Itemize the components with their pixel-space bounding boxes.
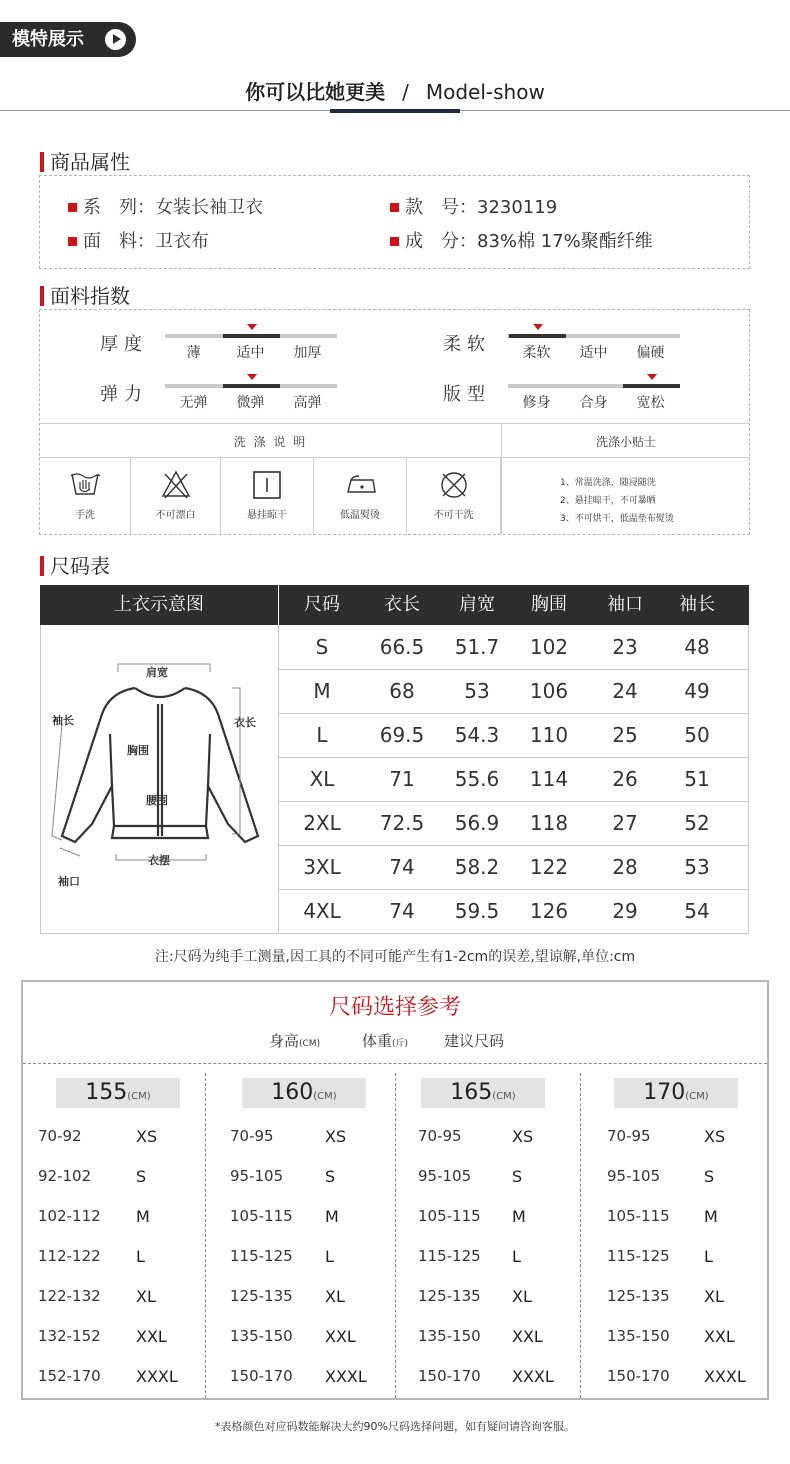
selected-marker-icon: [647, 374, 657, 380]
table-cell: 25: [612, 723, 638, 747]
wash-cell: [40, 458, 131, 534]
suggested-size: L: [704, 1247, 713, 1266]
size-table-title: 尺码表: [40, 550, 110, 579]
table-cell: 66.5: [379, 635, 425, 659]
weight-range: 105-115: [418, 1207, 481, 1225]
column-header: 衣长: [384, 594, 420, 615]
section-subtitle: [0, 76, 790, 105]
recommend-title: 尺码选择参考: [328, 995, 461, 1020]
selected-marker-icon: [247, 374, 257, 380]
suggested-size: XXL: [704, 1327, 735, 1346]
bullet-icon: [68, 203, 77, 212]
weight-range: 70-95: [230, 1127, 274, 1145]
label-waist: 腰围: [146, 794, 168, 807]
attr-value: 女装长袖卫衣: [155, 197, 263, 218]
bullet-icon: [390, 237, 399, 246]
attr-item: 面 料：卫衣布: [68, 227, 209, 253]
header-height-unit: (CM): [299, 1039, 321, 1049]
wash-tips: [560, 474, 674, 528]
no-bleach-icon: [159, 468, 193, 502]
recommend-header-height: [269, 1030, 320, 1051]
scale-label: 柔软: [443, 334, 491, 355]
scale-option: 高弹: [293, 395, 322, 411]
column-header: 尺码: [304, 594, 340, 615]
selected-marker-icon: [533, 324, 543, 330]
tip-item: 1、常温洗涤，随浸随洗: [560, 478, 656, 488]
weight-range: 95-105: [230, 1167, 284, 1185]
suggested-size: XXL: [512, 1327, 543, 1346]
scale-option: 适中: [236, 345, 265, 361]
table-row: [0, 889, 790, 933]
wash-label: 悬挂晾干: [247, 510, 287, 521]
weight-range: 135-150: [230, 1327, 293, 1345]
scale-label: 版型: [443, 384, 491, 405]
weight-range: 150-170: [607, 1367, 670, 1385]
weight-range: 132-152: [38, 1327, 101, 1345]
scale-option: 微弹: [236, 395, 265, 411]
scale-option: 无弹: [179, 395, 208, 411]
suggested-size: XXL: [136, 1327, 167, 1346]
table-cell: 71: [389, 767, 415, 791]
no-dry-clean-icon: [437, 468, 471, 502]
table-cell: 27: [612, 811, 638, 835]
attr-label: 成 分: [405, 231, 459, 252]
low-iron-icon: [343, 468, 377, 502]
suggested-size: XL: [512, 1287, 532, 1306]
attr-item: 系 列：女装长袖卫衣: [68, 193, 263, 219]
header-height: 身高: [269, 1032, 300, 1050]
bullet-icon: [390, 203, 399, 212]
scale-active-segment: [223, 384, 280, 388]
table-cell: 74: [389, 855, 415, 879]
subtitle-en: Model-show: [425, 80, 545, 104]
recommend-header-weight: [362, 1030, 408, 1051]
table-row: [0, 757, 790, 801]
table-cell: 23: [612, 635, 638, 659]
recommend-header-size: 建议尺码: [444, 1032, 505, 1050]
column-header: 袖长: [679, 594, 715, 615]
column-divider: [580, 1073, 581, 1398]
suggested-size: XS: [704, 1127, 726, 1146]
wash-label: 低温熨烫: [340, 510, 380, 521]
table-row: [0, 801, 790, 845]
weight-range: 105-115: [607, 1207, 670, 1225]
height-value: 160: [271, 1080, 314, 1105]
scale-bar: [508, 334, 680, 338]
table-cell: 52: [684, 811, 710, 835]
scale-label: 厚度: [100, 334, 148, 355]
table-cell: 74: [389, 899, 415, 923]
height-value: 165: [450, 1080, 493, 1105]
attr-value: 卫衣布: [155, 231, 209, 252]
divider: [40, 423, 750, 424]
weight-range: 102-112: [38, 1207, 101, 1225]
tag-label: 模特展示: [12, 29, 84, 50]
table-row: [0, 713, 790, 757]
weight-range: 115-125: [607, 1247, 670, 1265]
table-cell: 53: [464, 679, 490, 703]
table-row: [0, 625, 790, 669]
weight-range: 70-95: [418, 1127, 462, 1145]
wash-label: 手洗: [75, 510, 95, 521]
subtitle-cn: 你可以比她更美: [245, 80, 386, 104]
weight-range: 70-95: [607, 1127, 651, 1145]
table-cell: 24: [612, 679, 638, 703]
label-sleeve: 袖长: [52, 714, 74, 727]
weight-range: 115-125: [230, 1247, 293, 1265]
wash-instructions-title: 洗 涤 说 明: [233, 435, 308, 449]
attributes-box: [39, 175, 750, 269]
table-cell: 50: [684, 723, 710, 747]
column-divider: [205, 1073, 206, 1398]
table-row: [0, 669, 790, 713]
scale-bar: [165, 334, 337, 338]
table-cell: 2XL: [303, 811, 341, 835]
suggested-size: XS: [136, 1127, 158, 1146]
wash-cell: [314, 458, 407, 534]
suggested-size: XXXL: [512, 1367, 554, 1386]
table-row: [0, 845, 790, 889]
hang-dry-icon: [250, 468, 284, 502]
suggested-size: XL: [704, 1287, 724, 1306]
weight-range: 92-102: [38, 1167, 92, 1185]
suggested-size: XXXL: [325, 1367, 367, 1386]
scale-label: 弹力: [100, 384, 148, 405]
suggested-size: XXL: [325, 1327, 356, 1346]
table-cell: 51.7: [454, 635, 500, 659]
weight-range: 150-170: [418, 1367, 481, 1385]
scale-option: 适中: [579, 345, 608, 361]
model-show-tag: [0, 22, 136, 57]
subtitle-separator: /: [402, 80, 409, 104]
table-cell: 26: [612, 767, 638, 791]
weight-range: 112-122: [38, 1247, 101, 1265]
table-cell: 118: [529, 811, 569, 835]
tip-item: 3、不可烘干，低温垫布熨烫: [560, 514, 674, 524]
scale-option: 柔软: [522, 345, 551, 361]
weight-range: 125-135: [607, 1287, 670, 1305]
table-cell: 58.2: [454, 855, 500, 879]
divider: [278, 585, 279, 625]
size-table-header: [40, 585, 749, 625]
suggested-size: L: [512, 1247, 521, 1266]
wash-label: 不可干洗: [433, 510, 474, 521]
weight-range: 150-170: [230, 1367, 293, 1385]
height-header: [242, 1078, 366, 1108]
weight-range: 115-125: [418, 1247, 481, 1265]
scale-bar: [165, 384, 337, 388]
table-cell: L: [316, 723, 328, 747]
weight-range: 152-170: [38, 1367, 101, 1385]
table-cell: 69.5: [379, 723, 425, 747]
wash-label: 不可漂白: [155, 510, 196, 521]
scale-active-segment: [509, 334, 566, 338]
suggested-size: S: [325, 1167, 336, 1186]
hand-wash-icon: [68, 468, 102, 502]
label-hem: 衣摆: [148, 854, 170, 867]
suggested-size: L: [136, 1247, 145, 1266]
attr-label: 面 料: [83, 231, 137, 252]
table-cell: 54.3: [454, 723, 500, 747]
suggested-size: L: [325, 1247, 334, 1266]
table-cell: 51: [684, 767, 710, 791]
diagram-title: 上衣示意图: [114, 594, 204, 615]
recommend-footnote: *表格颜色对应码数能解决大约90%尺码选择问题，如有疑问请咨询客服。: [215, 1420, 575, 1433]
table-cell: 126: [529, 899, 569, 923]
label-shoulder: 肩宽: [146, 666, 168, 679]
height-unit: (CM): [492, 1091, 516, 1102]
selected-marker-icon: [247, 324, 257, 330]
table-cell: 48: [684, 635, 710, 659]
weight-range: 122-132: [38, 1287, 101, 1305]
suggested-size: M: [512, 1207, 526, 1226]
table-cell: XL: [309, 767, 335, 791]
size-note: 注:尺码为纯手工测量,因工具的不同可能产生有1-2cm的误差,望谅解,单位:cm: [154, 949, 636, 965]
table-cell: 114: [529, 767, 569, 791]
scale-bar: [508, 384, 680, 388]
divider-accent: [330, 109, 460, 113]
attr-label: 款 号: [405, 197, 459, 218]
suggested-size: XS: [512, 1127, 534, 1146]
scale-option: 修身: [522, 395, 551, 411]
weight-range: 135-150: [607, 1327, 670, 1345]
attr-item: 款 号：3230119: [390, 193, 557, 219]
table-cell: 122: [529, 855, 569, 879]
weight-range: 135-150: [418, 1327, 481, 1345]
header-weight-unit: (斤): [392, 1039, 409, 1049]
suggested-size: S: [512, 1167, 523, 1186]
wash-tips-title: 洗涤小贴士: [595, 435, 656, 449]
table-cell: 68: [389, 679, 415, 703]
suggested-size: XXXL: [136, 1367, 178, 1386]
column-header: 肩宽: [459, 594, 495, 615]
tip-item: 2、悬挂晾干，不可暴晒: [560, 496, 656, 506]
table-cell: M: [313, 679, 331, 703]
wash-cell: [221, 458, 314, 534]
label-length: 衣长: [234, 716, 256, 729]
height-unit: (CM): [127, 1091, 151, 1102]
suggested-size: M: [704, 1207, 718, 1226]
weight-range: 105-115: [230, 1207, 293, 1225]
fabric-title: 面料指数: [40, 280, 130, 309]
suggested-size: M: [136, 1207, 150, 1226]
scale-option: 宽松: [636, 395, 665, 411]
attr-value: 3230119: [477, 197, 558, 218]
height-header: [56, 1078, 180, 1108]
scale-active-segment: [223, 334, 280, 338]
scale-active-segment: [623, 384, 680, 388]
attr-value: 83%棉 17%聚酯纤维: [477, 231, 653, 252]
suggested-size: XL: [136, 1287, 156, 1306]
suggested-size: S: [136, 1167, 147, 1186]
suggested-size: XS: [325, 1127, 347, 1146]
weight-range: 95-105: [607, 1167, 661, 1185]
divider: [23, 1063, 767, 1064]
scale-option: 薄: [186, 345, 201, 361]
weight-range: 70-92: [38, 1127, 82, 1145]
column-header: 胸围: [531, 594, 567, 615]
weight-range: 95-105: [418, 1167, 472, 1185]
table-cell: 4XL: [303, 899, 341, 923]
table-cell: 72.5: [379, 811, 425, 835]
height-header: [614, 1078, 738, 1108]
wash-cell: [407, 458, 501, 534]
table-cell: 29: [612, 899, 638, 923]
table-cell: 55.6: [454, 767, 500, 791]
table-cell: 28: [612, 855, 638, 879]
height-unit: (CM): [313, 1091, 337, 1102]
column-header: 袖口: [607, 594, 643, 615]
suggested-size: S: [704, 1167, 715, 1186]
height-value: 155: [85, 1080, 128, 1105]
table-cell: 102: [529, 635, 569, 659]
table-cell: 3XL: [303, 855, 341, 879]
height-value: 170: [643, 1080, 686, 1105]
bullet-icon: [68, 237, 77, 246]
table-cell: 54: [684, 899, 710, 923]
scale-option: 偏硬: [636, 345, 665, 361]
attr-label: 系 列: [83, 197, 137, 218]
table-cell: 59.5: [454, 899, 500, 923]
suggested-size: XL: [325, 1287, 345, 1306]
scale-option: 加厚: [293, 345, 322, 361]
table-cell: 53: [684, 855, 710, 879]
height-unit: (CM): [685, 1091, 709, 1102]
weight-range: 125-135: [418, 1287, 481, 1305]
label-chest: 胸围: [127, 744, 149, 757]
table-cell: 110: [529, 723, 569, 747]
table-cell: 56.9: [454, 811, 500, 835]
weight-range: 125-135: [230, 1287, 293, 1305]
suggested-size: M: [325, 1207, 339, 1226]
suggested-size: XXXL: [704, 1367, 746, 1386]
height-header: [421, 1078, 545, 1108]
table-cell: 49: [684, 679, 710, 703]
play-icon[interactable]: [105, 29, 126, 50]
wash-cell: [131, 458, 221, 534]
column-divider: [395, 1073, 396, 1398]
label-cuff: 袖口: [58, 875, 80, 888]
table-cell: 106: [529, 679, 569, 703]
table-cell: S: [315, 635, 329, 659]
attr-item: 成 分：83%棉 17%聚酯纤维: [390, 227, 653, 253]
scale-option: 合身: [579, 395, 608, 411]
header-weight: 体重: [362, 1032, 393, 1050]
attributes-title: 商品属性: [40, 146, 130, 175]
